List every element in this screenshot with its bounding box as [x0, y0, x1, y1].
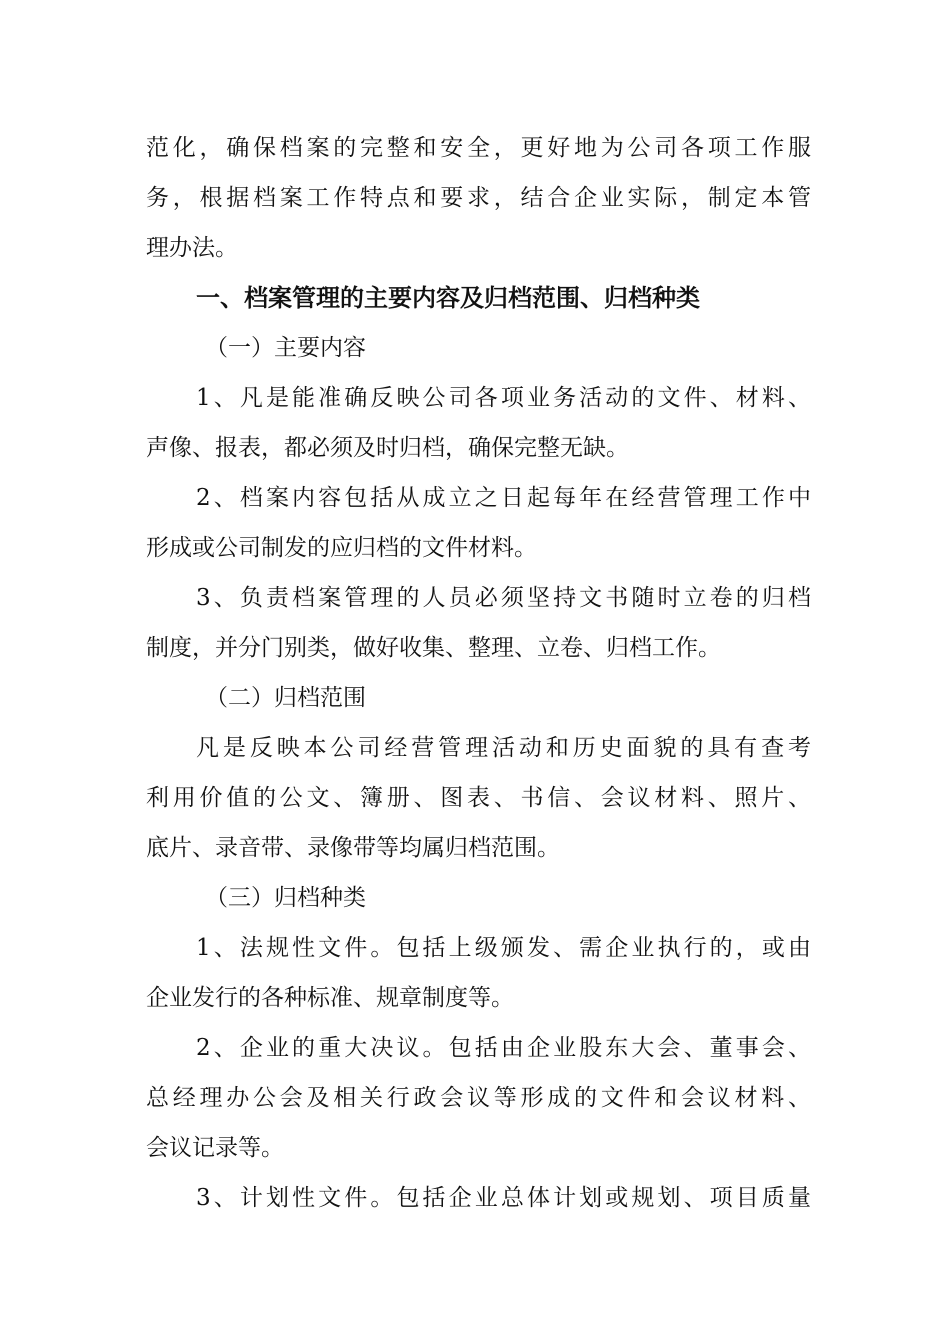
- body-line: 制度，并分门别类，做好收集、整理、立卷、归档工作。: [146, 635, 721, 661]
- body-line: 声像、报表，都必须及时归档，确保完整无缺。: [146, 435, 629, 461]
- body-line: 1、凡是能准确反映公司各项业务活动的文件、材料、: [196, 385, 811, 411]
- body-line: 会议记录等。: [146, 1135, 284, 1161]
- body-line: 3、负责档案管理的人员必须坚持文书随时立卷的归档: [196, 585, 811, 611]
- body-line: 1、法规性文件。包括上级颁发、需企业执行的，或由: [196, 935, 811, 961]
- body-line: 3、计划性文件。包括企业总体计划或规划、项目质量: [196, 1185, 811, 1211]
- section-heading: 一、档案管理的主要内容及归档范围、归档种类: [196, 284, 700, 312]
- body-line: 范化，确保档案的完整和安全，更好地为公司各项工作服: [146, 135, 811, 161]
- body-line: 总经理办公会及相关行政会议等形成的文件和会议材料、: [146, 1085, 811, 1111]
- subsection-heading: （三）归档种类: [205, 885, 366, 911]
- body-line: 凡是反映本公司经营管理活动和历史面貌的具有查考: [196, 735, 811, 761]
- body-line: 企业发行的各种标准、规章制度等。: [146, 985, 514, 1011]
- body-line: 2、档案内容包括从成立之日起每年在经营管理工作中: [196, 485, 811, 511]
- body-line: 理办法。: [146, 235, 238, 261]
- body-line: 2、企业的重大决议。包括由企业股东大会、董事会、: [196, 1035, 811, 1061]
- subsection-heading: （二）归档范围: [205, 685, 366, 711]
- body-line: 务，根据档案工作特点和要求，结合企业实际，制定本管: [146, 185, 811, 211]
- subsection-heading: （一）主要内容: [205, 335, 366, 361]
- body-line: 底片、录音带、录像带等均属归档范围。: [146, 835, 560, 861]
- body-line: 利用价值的公文、簿册、图表、书信、会议材料、照片、: [146, 785, 811, 811]
- body-line: 形成或公司制发的应归档的文件材料。: [146, 535, 537, 561]
